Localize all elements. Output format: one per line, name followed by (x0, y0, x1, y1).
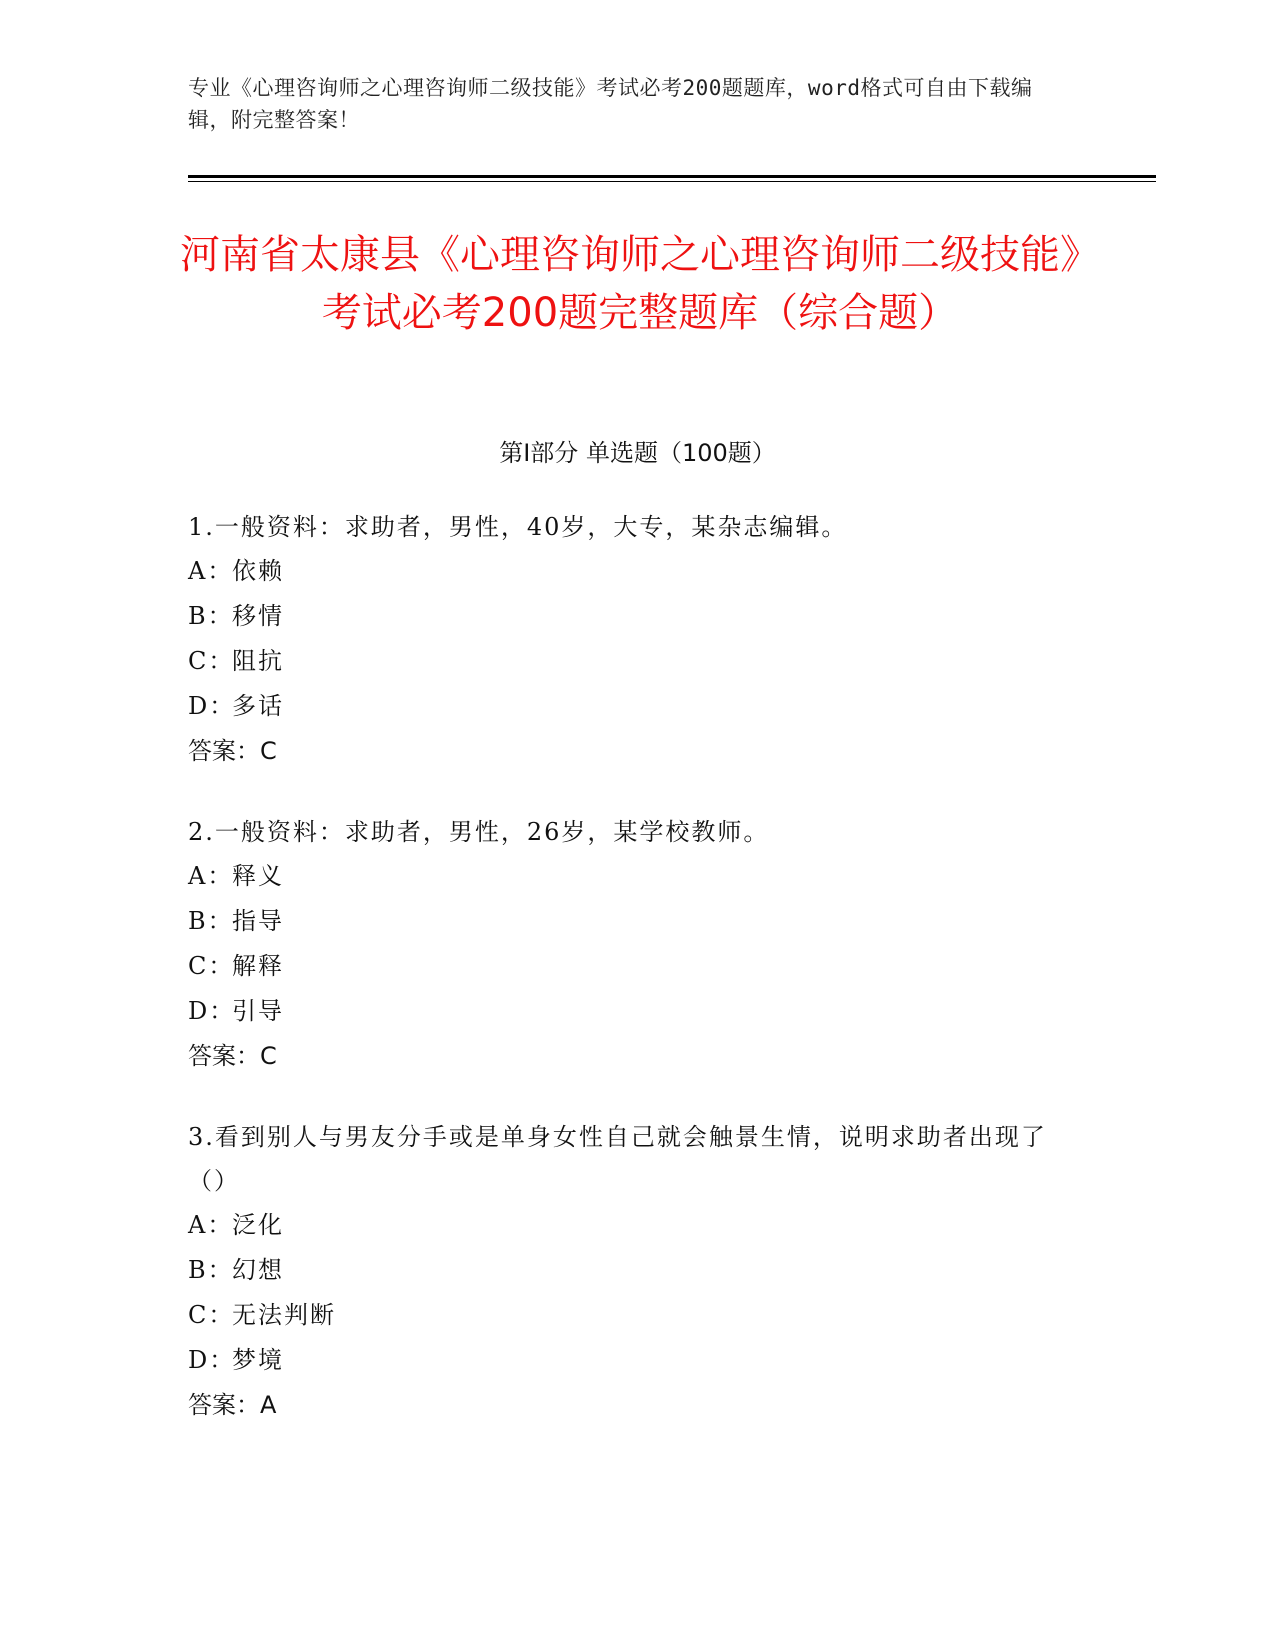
question-2 (188, 810, 1068, 1079)
section-title: 第Ⅰ部分 单选题（100题） (499, 439, 776, 467)
option-text: 多话 (232, 692, 284, 720)
option-letter: D： (188, 692, 236, 720)
option-letter: A： (188, 557, 234, 585)
header-rule-thin (188, 181, 1156, 182)
option-b (188, 594, 1068, 639)
option-letter: D： (188, 997, 236, 1025)
option-d (188, 684, 1068, 729)
option-text: 移情 (232, 602, 284, 630)
question-stem: 1.一般资料：求助者，男性，40岁，大专，某杂志编辑。 (188, 513, 848, 541)
answer-line: 答案：C (188, 737, 277, 765)
option-letter: B： (188, 602, 234, 630)
option-text: 梦境 (232, 1346, 284, 1374)
option-text: 释义 (232, 862, 284, 890)
option-letter: B： (188, 1256, 234, 1284)
option-b (188, 1248, 1068, 1293)
option-letter: C： (188, 647, 235, 675)
option-b (188, 899, 1068, 944)
option-text: 幻想 (232, 1256, 284, 1284)
answer-line: 答案：A (188, 1391, 277, 1419)
document-title: 河南省太康县《心理咨询师之心理咨询师二级技能》考试必考200题完整题库（综合题） (180, 232, 1100, 336)
option-c (188, 639, 1068, 684)
option-letter: C： (188, 952, 235, 980)
option-a (188, 549, 1068, 594)
option-a (188, 1203, 1068, 1248)
option-letter: A： (188, 862, 234, 890)
option-text: 解释 (232, 952, 284, 980)
option-text: 引导 (232, 997, 284, 1025)
option-text: 依赖 (232, 557, 284, 585)
option-text: 阻抗 (232, 647, 284, 675)
answer-line: 答案：C (188, 1042, 277, 1070)
option-a (188, 854, 1068, 899)
option-letter: C： (188, 1301, 235, 1329)
option-c (188, 1293, 1068, 1338)
question-3 (188, 1115, 1068, 1428)
question-stem: 2.一般资料：求助者，男性，26岁，某学校教师。 (188, 818, 770, 846)
option-letter: A： (188, 1211, 234, 1239)
question-1 (188, 505, 1068, 774)
question-stem: 3.看到别人与男友分手或是单身女性自己就会触景生情，说明求助者出现了（） (188, 1123, 1047, 1195)
option-letter: D： (188, 1346, 236, 1374)
option-text: 泛化 (232, 1211, 284, 1239)
header-rule-thick (188, 175, 1156, 178)
option-c (188, 944, 1068, 989)
header-note: 专业《心理咨询师之心理咨询师二级技能》考试必考200题题库，word格式可自由下载编辑，附完整答案！ (188, 76, 1033, 132)
option-text: 无法判断 (232, 1301, 336, 1329)
option-d (188, 1338, 1068, 1383)
option-d (188, 989, 1068, 1034)
option-text: 指导 (232, 907, 284, 935)
option-letter: B： (188, 907, 234, 935)
